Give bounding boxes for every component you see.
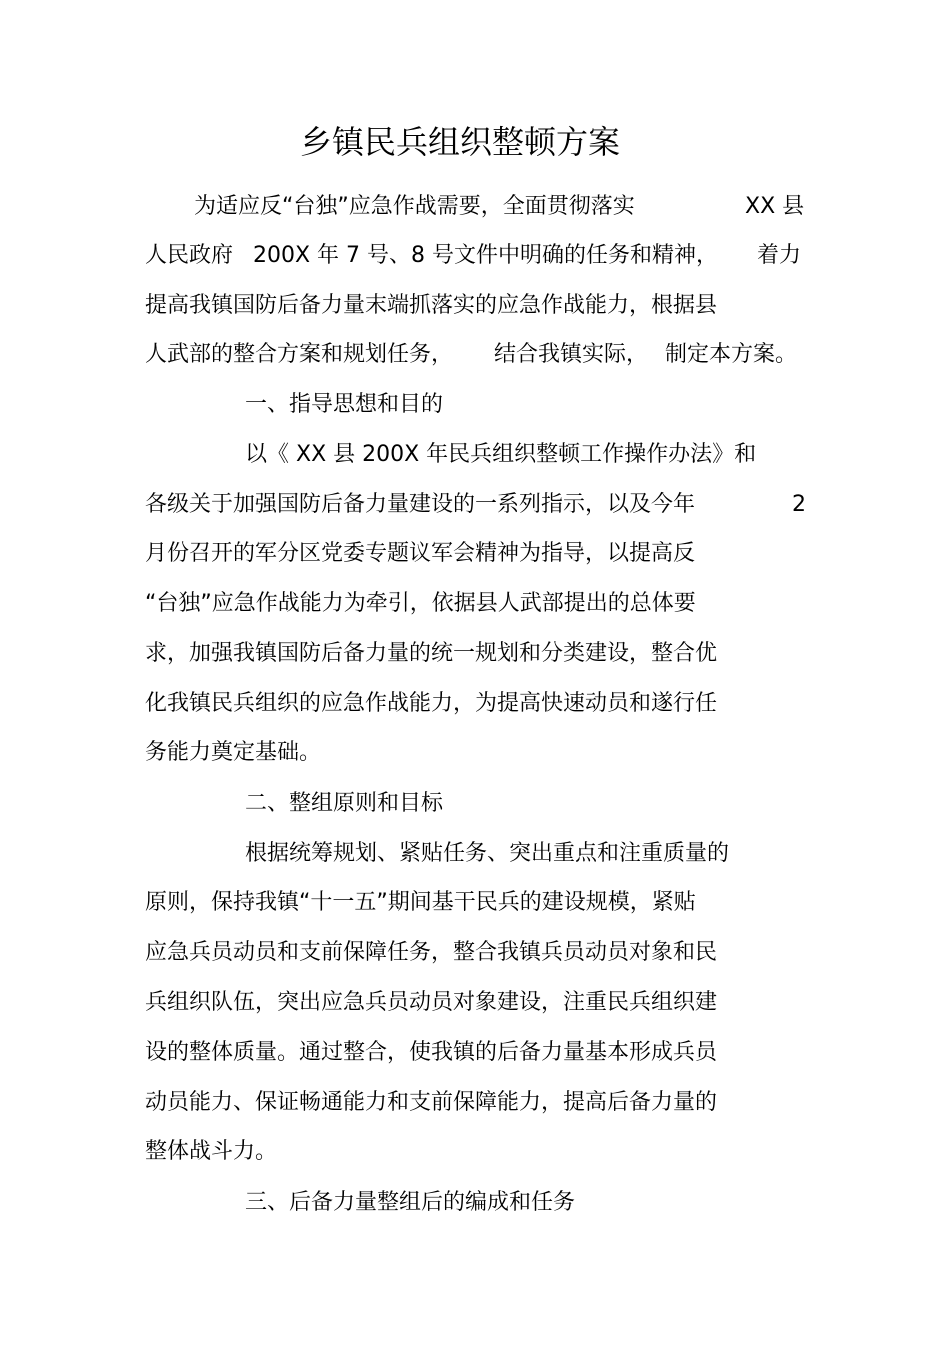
text-line: 各级关于加强国防后备力量建设的一系列指示，以及今年	[145, 492, 696, 517]
text-line: 应急兵员动员和支前保障任务，整合我镇兵员动员对象和民	[145, 940, 718, 965]
text-line: 务能力奠定基础。	[145, 740, 322, 765]
document-title: 乡镇民兵组织整顿方案	[299, 123, 620, 161]
text-line: “台独”应急作战能力为牵引，依据县人武部提出的总体要	[145, 591, 696, 616]
text-line: 化我镇民兵组织的应急作战能力，为提高快速动员和遂行任	[145, 691, 718, 716]
section-heading: 三、后备力量整组后的编成和任务	[245, 1190, 576, 1215]
text-line: 为适应反“台独”应急作战需要，全面贯彻落实	[194, 194, 635, 219]
text-line: 人武部的整合方案和规划任务，	[145, 342, 454, 367]
text-line: 设的整体质量。通过整合，使我镇的后备力量基本形成兵员	[145, 1040, 718, 1065]
text-line: 兵组织队伍，突出应急兵员动员对象建设，注重民兵组织建	[145, 990, 718, 1015]
text-line: 人民政府	[145, 243, 234, 268]
text-line: 根据统筹规划、紧贴任务、突出重点和注重质量的	[245, 841, 730, 866]
text-line: 结合我镇实际，	[494, 342, 649, 367]
text-line: 200X 年 7 号、8 号文件中明确的任务和精神，	[253, 243, 719, 268]
text-line: 动员能力、保证畅通能力和支前保障能力，提高后备力量的	[145, 1090, 718, 1115]
text-line: 提高我镇国防后备力量末端抓落实的应急作战能力，根据县	[145, 293, 718, 318]
section-heading: 二、整组原则和目标	[245, 791, 444, 816]
section-heading: 一、指导思想和目的	[245, 392, 444, 417]
text-line: XX 县	[745, 194, 805, 219]
text-line: 以《 XX 县 200X 年民兵组织整顿工作操作办法》和	[245, 442, 757, 467]
text-line: 2	[792, 492, 806, 517]
text-line: 原则，保持我镇“十一五”期间基干民兵的建设规模，紧贴	[145, 890, 696, 915]
text-line: 求，加强我镇国防后备力量的统一规划和分类建设，整合优	[145, 641, 718, 666]
text-line: 制定本方案。	[665, 342, 798, 367]
text-line: 整体战斗力。	[145, 1139, 278, 1164]
text-line: 着力	[757, 243, 802, 268]
text-line: 月份召开的军分区党委专题议军会精神为指导，以提高反	[145, 541, 696, 566]
